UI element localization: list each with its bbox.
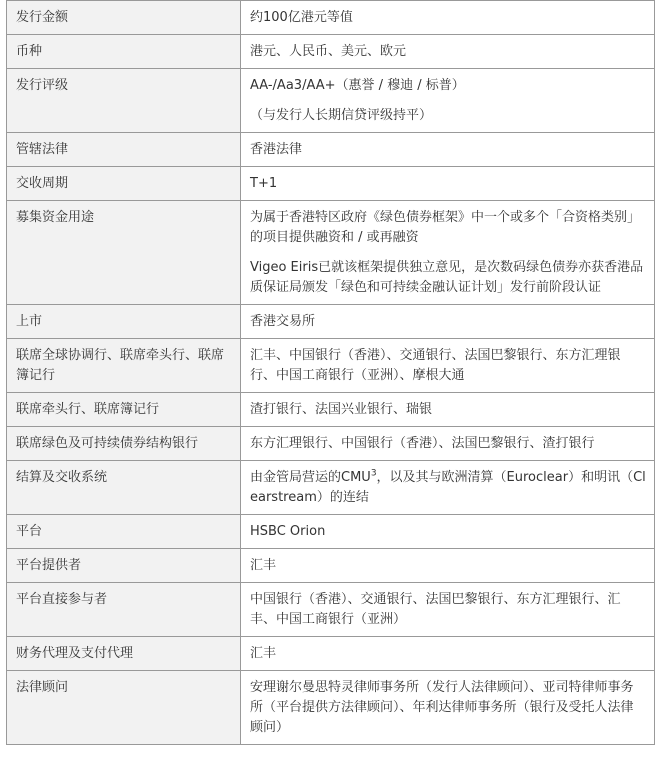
row-value-text: 安理谢尔曼思特灵律师事务所（发行人法律顾问）、亚司特律师事务所（平台提供方法律顾问）、年利达律师事务所（银行及受托人法律顾问） — [250, 680, 634, 735]
row-value — [241, 393, 655, 427]
table-row — [7, 583, 655, 637]
row-value-text: HSBC Orion — [250, 524, 326, 539]
row-value — [241, 515, 655, 549]
table-row — [7, 167, 655, 201]
table-row — [7, 339, 655, 393]
row-value-text: 约100亿港元等值 — [250, 10, 353, 25]
row-label: 发行评级 — [7, 69, 241, 133]
row-label: 管辖法律 — [7, 133, 241, 167]
settlement-text-before: 由金管局营运的CMU — [250, 470, 371, 485]
table-row — [7, 427, 655, 461]
row-value — [241, 671, 655, 745]
row-label: 发行金额 — [7, 1, 241, 35]
table-row — [7, 549, 655, 583]
row-value-text: （与发行人长期信贷评级持平） — [250, 108, 433, 123]
row-value-text: 汇丰 — [250, 558, 277, 573]
row-value — [241, 69, 655, 133]
table-row — [7, 1, 655, 35]
table-row — [7, 305, 655, 339]
table-row — [7, 461, 655, 515]
row-label: 上市 — [7, 305, 241, 339]
row-value-text: 东方汇理银行、中国银行（香港）、法国巴黎银行、渣打银行 — [250, 436, 595, 451]
row-value-text: 香港交易所 — [250, 314, 316, 329]
table-row — [7, 393, 655, 427]
row-label: 联席绿色及可持续债券结构银行 — [7, 427, 241, 461]
row-label: 平台 — [7, 515, 241, 549]
row-label: 联席牵头行、联席簿记行 — [7, 393, 241, 427]
row-value — [241, 637, 655, 671]
row-value-text: 汇丰 — [250, 646, 277, 661]
table-row — [7, 201, 655, 305]
row-value-text: AA-/Aa3/AA+（惠誉 / 穆迪 / 标普） — [250, 78, 465, 93]
row-value-text: 中国银行（香港）、交通银行、法国巴黎银行、东方汇理银行、汇丰、中国工商银行（亚洲） — [250, 592, 621, 627]
row-value — [241, 549, 655, 583]
row-label: 币种 — [7, 35, 241, 69]
row-value — [241, 1, 655, 35]
row-value — [241, 133, 655, 167]
row-value — [241, 35, 655, 69]
table-row — [7, 637, 655, 671]
settlement-text-after: ，以及其与欧洲清算（Euroclear）和明讯（Clearstream）的连结 — [250, 470, 646, 505]
row-label: 法律顾问 — [7, 671, 241, 745]
table-row — [7, 69, 655, 133]
row-value — [241, 339, 655, 393]
row-label: 联席全球协调行、联席牵头行、联席簿记行 — [7, 339, 241, 393]
row-value-text: 香港法律 — [250, 142, 303, 157]
row-label: 财务代理及支付代理 — [7, 637, 241, 671]
row-value-text — [250, 468, 646, 508]
footnote-marker: 3 — [370, 468, 377, 479]
row-value — [241, 201, 655, 305]
table-row — [7, 515, 655, 549]
row-value-text: 为属于香港特区政府《绿色债券框架》中一个或多个「合资格类别」的项目提供融资和 / 或再融资 — [250, 210, 641, 245]
table-row — [7, 671, 655, 745]
row-label: 交收周期 — [7, 167, 241, 201]
row-value-text: T+1 — [250, 176, 278, 191]
row-value — [241, 461, 655, 515]
row-value — [241, 427, 655, 461]
row-value-text: 港元、人民币、美元、欧元 — [250, 44, 407, 59]
row-value-text: 渣打银行、法国兴业银行、瑞银 — [250, 402, 433, 417]
row-value-text: Vigeo Eiris已就该框架提供独立意见，是次数码绿色债券亦获香港品质保证局颁发「绿色和可持续金融认证计划」发行前阶段认证 — [250, 260, 644, 295]
row-value-text: 汇丰、中国银行（香港）、交通银行、法国巴黎银行、东方汇理银行、中国工商银行（亚洲）、摩根大通 — [250, 348, 621, 383]
row-value — [241, 167, 655, 201]
row-value — [241, 305, 655, 339]
bond-terms-table — [6, 0, 655, 745]
row-label: 募集资金用途 — [7, 201, 241, 305]
table-row — [7, 133, 655, 167]
table-row — [7, 35, 655, 69]
row-label: 平台提供者 — [7, 549, 241, 583]
row-label: 平台直接参与者 — [7, 583, 241, 637]
row-label: 结算及交收系统 — [7, 461, 241, 515]
row-value — [241, 583, 655, 637]
